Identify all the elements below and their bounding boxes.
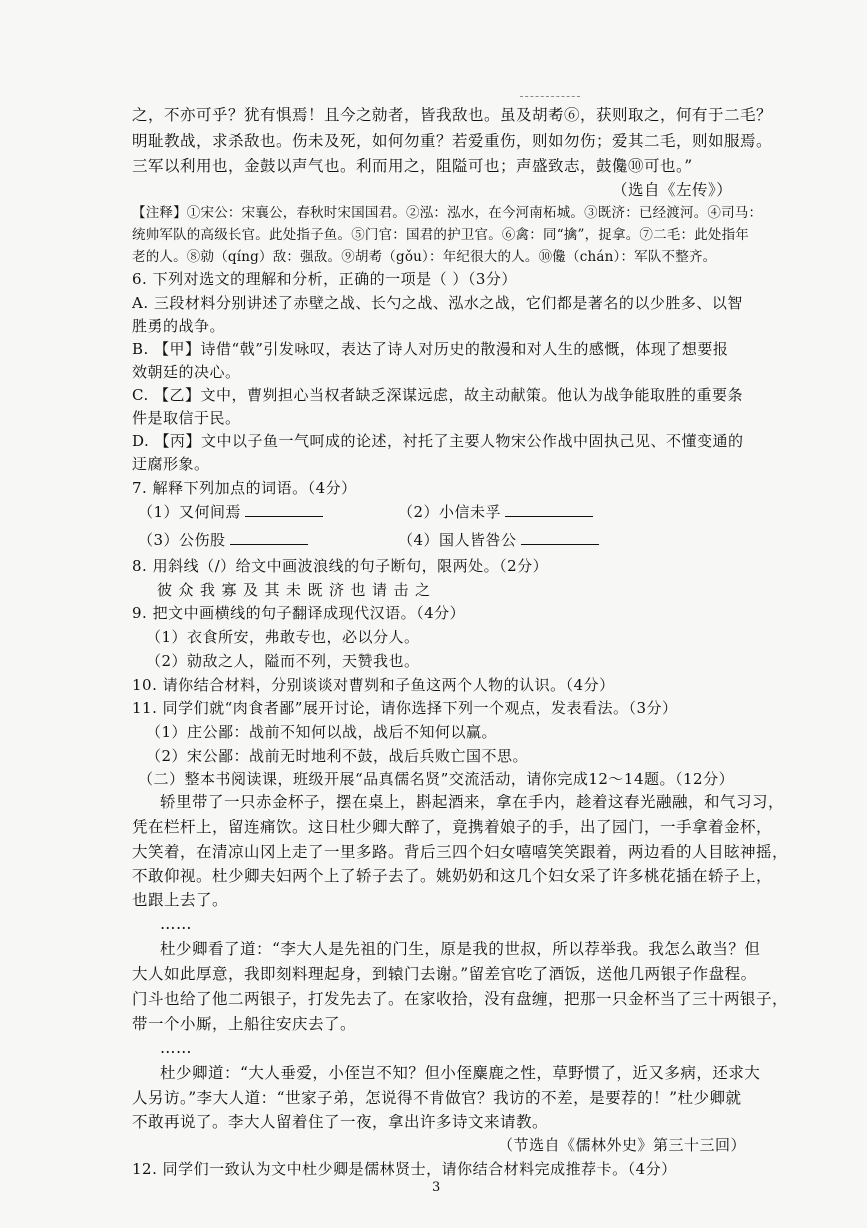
ellipsis: ……: [160, 1039, 192, 1057]
q6-option-c-cont: 件是取信于民。: [132, 409, 241, 427]
novel-passage-line: 人另访。”李大人道：“世家子弟，怎说得不肯做官？我访的不差，是要荐的！”杜少卿就: [132, 1089, 742, 1107]
q6-option-c: C. 【乙】文中，曹刿担心当权者缺乏深谋远虑，故主动献策。他认为战争能取胜的重要条: [132, 386, 743, 404]
source-citation: （选自《左传》）: [612, 181, 733, 199]
q6-option-d-cont: 迂腐形象。: [132, 455, 210, 473]
q7-item-1: [138, 501, 323, 523]
q7-item-4-text: （4）国人皆咎公: [398, 531, 517, 549]
question-11-stem: 11. 同学们就“肉食者鄙”展开讨论，请你选择下列一个观点，发表看法。（3分）: [132, 699, 678, 717]
q7-item-1-text: （1）又何间焉: [138, 503, 242, 521]
page-number: 3: [432, 1180, 441, 1195]
q7-item-3: [138, 529, 308, 551]
q8-sentence: 彼众我寡及其未既济也请击之: [157, 581, 437, 599]
passage-line: 之，不亦可乎？犹有惧焉！且今之勍者，皆我敌也。虽及胡耇⑥，获则取之，何有于二毛？: [132, 106, 773, 124]
section-2-heading: （二）整本书阅读课，班级开展“品真儒名贤”交流活动，请你完成12～14题。（12分）: [138, 770, 735, 788]
q9-sentence-2: （2）勍敌之人，隘而不列，天赞我也。: [146, 652, 420, 670]
note-line: 统帅军队的高级长官。此处指子鱼。⑤门官：国君的护卫官。⑥禽：同“擒”，捉拿。⑦二毛：此处指年: [132, 227, 750, 243]
q11-view-1: （1）庄公鄙：战前不知何以战，战后不知何以赢。: [146, 723, 498, 741]
q6-option-a: A. 三段材料分别讲述了赤壁之战、长勺之战、泓水之战，它们都是著名的以少胜多、以智: [132, 294, 743, 312]
question-8-stem: 8. 用斜线（/）给文中画波浪线的句子断句，限两处。（2分）: [132, 557, 549, 575]
q6-option-d: D. 【丙】文中以子鱼一气呵成的论述，衬托了主要人物宋公作战中固执己见、不懂变通的: [132, 432, 744, 450]
novel-passage-line: 轿里带了一只赤金杯子，摆在桌上，斟起酒来，拿在手内，趁着这春光融融，和气习习，: [160, 793, 785, 811]
question-6-stem: 6. 下列对选文的理解和分析，正确的一项是（ ）（3分）: [132, 270, 517, 288]
q7-item-2: [398, 501, 593, 523]
passage-line: 三军以利用也，金鼓以声气也。利而用之，阻隘可也；声盛致志，鼓儳⑩可也。”: [132, 157, 693, 175]
novel-passage-line: 不敢仰视。杜少卿夫妇两个上了轿子去了。姚奶奶和这几个妇女采了许多桃花插在轿子上，: [132, 867, 773, 885]
passage-line: 明耻教战，求杀敌也。伤未及死，如何勿重？若爱重伤，则如勿伤；爱其二毛，则如服焉。: [132, 132, 773, 150]
question-7-stem: 7. 解释下列加点的词语。（4分）: [132, 479, 357, 497]
novel-passage-line: 凭在栏杆上，留连痛饮。这日杜少卿大醉了，竟携着娘子的手，出了园门，一手拿着金杯，: [132, 818, 773, 836]
top-dashed-line: [520, 96, 580, 97]
q7-item-2-text: （2）小信未孚: [398, 503, 502, 521]
source-citation-2: （节选自《儒林外史》第三十三回）: [498, 1136, 747, 1154]
novel-passage-line: 不敢再说了。李大人留着住了一夜，拿出许多诗文来请教。: [132, 1113, 549, 1131]
question-9-stem: 9. 把文中画横线的句子翻译成现代汉语。（4分）: [132, 604, 466, 622]
ellipsis: ……: [160, 915, 192, 933]
novel-passage-line: 也跟上去了。: [132, 891, 229, 909]
question-10: 10. 请你结合材料，分别谈谈对曹刿和子鱼这两个人物的认识。（4分）: [132, 676, 615, 694]
question-12: 12. 同学们一致认为文中杜少卿是儒林贤士，请你结合材料完成推荐卡。（4分）: [132, 1160, 677, 1178]
novel-passage-line: 门斗也给了他二两银子，打发先去了。在家收拾，没有盘缠，把那一只金杯当了三十两银子，: [132, 990, 789, 1008]
q7-item-4: [398, 529, 599, 551]
novel-passage-line: 大笑着，在清凉山冈上走了一里多路。背后三四个妇女嘻嘻笑笑跟着，两边看的人目眩神摇，: [132, 843, 789, 861]
q9-sentence-1: （1）衣食所安，弗敢专也，必以分人。: [146, 628, 420, 646]
q6-option-b: B. 【甲】诗借“戟”引发咏叹，表达了诗人对历史的散漫和对人生的感慨，体现了想要报: [132, 340, 729, 358]
novel-passage-line: 带一个小厮，上船往安庆去了。: [132, 1015, 357, 1033]
answer-blank[interactable]: [230, 529, 308, 545]
novel-passage-line: 杜少卿看了道：“李大人是先祖的门生，原是我的世叔，所以荐举我。我怎么敢当？但: [160, 940, 761, 958]
q6-option-b-cont: 效朝廷的决心。: [132, 363, 241, 381]
answer-blank[interactable]: [505, 501, 593, 517]
note-line: 【注释】①宋公：宋襄公，春秋时宋国国君。②泓：泓水，在今河南柘城。③既济：已经渡河。④司马：: [132, 205, 763, 221]
q7-item-3-text: （3）公伤股: [138, 531, 226, 549]
answer-blank[interactable]: [245, 501, 323, 517]
novel-passage-line: 杜少卿道：“大人垂爱，小侄岂不知？但小侄麋鹿之性，草野惯了，近又多病，还求大: [160, 1064, 761, 1082]
note-line: 老的人。⑧勍（qíng）敌：强敌。⑨胡耇（gǒu）：年纪很大的人。⑩儳（chán）：军队不整齐。: [132, 249, 717, 265]
answer-blank[interactable]: [521, 529, 599, 545]
novel-passage-line: 大人如此厚意，我即刻料理起身，到辕门去谢。”留差官吃了酒饭，送他几两银子作盘程。: [132, 965, 757, 983]
q6-option-a-cont: 胜勇的战争。: [132, 317, 226, 335]
q11-view-2: （2）宋公鄙：战前无时地利不鼓，战后兵败亡国不思。: [146, 747, 529, 765]
